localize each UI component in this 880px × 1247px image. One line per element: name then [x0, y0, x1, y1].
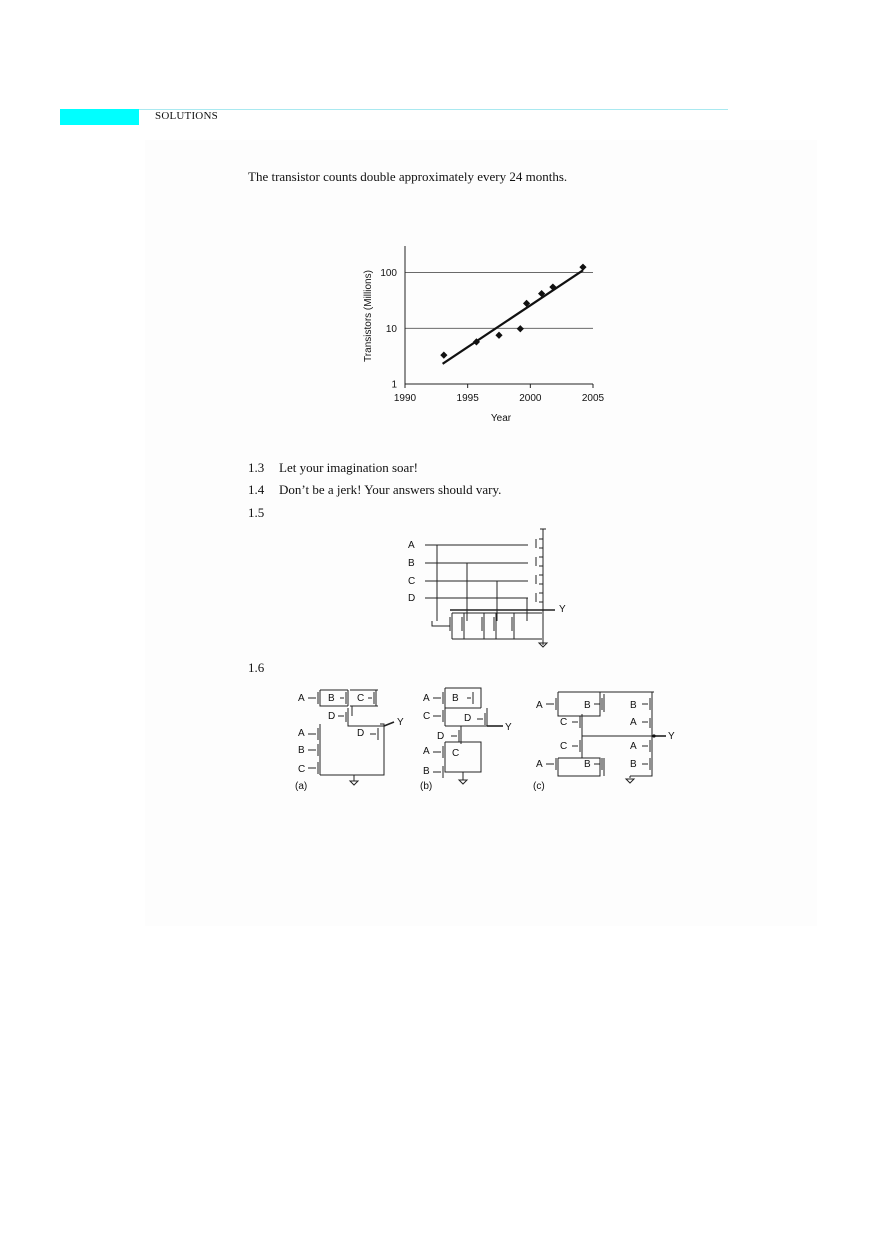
figure-caption-b: (b)	[420, 781, 433, 792]
item-number: 1.3	[248, 460, 265, 475]
gate-label-d2: D	[437, 731, 445, 742]
output-label-y: Y	[559, 604, 566, 615]
circuit-diagram-1-6b	[415, 682, 525, 797]
gate-label-b4: B	[630, 759, 637, 770]
output-label-y: Y	[505, 722, 512, 733]
gate-label-a2: A	[630, 717, 637, 728]
gate-label-b2: B	[630, 700, 637, 711]
y-axis-label: Transistors (Millions)	[363, 270, 374, 362]
data-point	[579, 264, 586, 271]
y-tick-label: 100	[380, 268, 397, 280]
item-number: 1.6	[248, 660, 265, 675]
gate-label-c: C	[423, 711, 431, 722]
input-label-d: D	[408, 593, 416, 604]
y-tick-label: 10	[385, 323, 397, 335]
x-tick-label: 2000	[519, 393, 542, 404]
circuit-diagram-1-6c	[528, 682, 688, 797]
input-label-b: B	[408, 558, 415, 569]
transistor-count-chart	[355, 240, 615, 430]
gate-label-b: B	[328, 693, 335, 704]
gate-label-a4: A	[536, 759, 543, 770]
output-label-y: Y	[668, 731, 675, 742]
item-number: 1.4	[248, 482, 265, 497]
y-tick-label: 1	[391, 379, 397, 391]
header-rule	[139, 109, 728, 110]
gate-label-b: B	[584, 700, 591, 711]
gate-label-c2: C	[298, 764, 306, 775]
gate-label-b2: B	[298, 745, 305, 756]
gate-label-c: C	[560, 717, 568, 728]
gate-label-a3: A	[630, 741, 637, 752]
figure-caption-a: (a)	[295, 781, 308, 792]
list-item	[248, 660, 279, 676]
item-number: 1.5	[248, 505, 265, 520]
gate-label-a: A	[298, 693, 305, 704]
gate-label-b3: B	[584, 759, 591, 770]
trend-line	[443, 270, 583, 364]
gate-label-c: C	[357, 693, 365, 704]
x-axis-label: Year	[490, 413, 512, 424]
header-label: SOLUTIONS	[155, 110, 218, 122]
gate-label-d2: D	[357, 728, 365, 739]
circuit-diagram-1-6a	[290, 682, 410, 797]
item-text: Let your imagination soar!	[279, 460, 418, 475]
data-point	[517, 325, 524, 332]
transistor-network-a	[308, 690, 384, 785]
gate-label-b2: B	[423, 766, 430, 777]
circuit-diagram-1-5	[400, 525, 575, 645]
input-label-c: C	[408, 576, 416, 587]
list-item	[248, 505, 279, 521]
data-point	[495, 332, 502, 339]
gate-label-d: D	[328, 711, 336, 722]
output-wire	[384, 722, 394, 726]
item-text: Don’t be a jerk! Your answers should vary.	[279, 482, 502, 497]
gate-label-b: B	[452, 693, 459, 704]
output-label-y: Y	[397, 717, 404, 728]
gate-label-a2: A	[423, 746, 430, 757]
transistor-network-c	[546, 692, 656, 783]
list-item	[248, 460, 418, 476]
x-tick-label: 1990	[393, 393, 417, 404]
gate-label-d: D	[464, 713, 472, 724]
gate-label-c2: C	[452, 748, 460, 759]
gate-label-a: A	[423, 693, 430, 704]
data-point	[440, 352, 447, 359]
intro-paragraph: The transistor counts double approximately every 24 months.	[248, 169, 568, 184]
input-label-a: A	[408, 540, 415, 551]
gate-label-a: A	[536, 700, 543, 711]
pmos-series-network	[425, 529, 546, 621]
figure-caption-c: (c)	[533, 781, 545, 792]
header-accent-bar	[60, 109, 139, 125]
nmos-parallel-network	[432, 610, 547, 647]
gate-label-a2: A	[298, 728, 305, 739]
output-node-dot	[652, 734, 655, 737]
x-tick-label: 2005	[581, 393, 605, 404]
list-item	[248, 482, 501, 498]
x-tick-label: 1995	[456, 393, 479, 404]
gate-label-c2: C	[560, 741, 568, 752]
